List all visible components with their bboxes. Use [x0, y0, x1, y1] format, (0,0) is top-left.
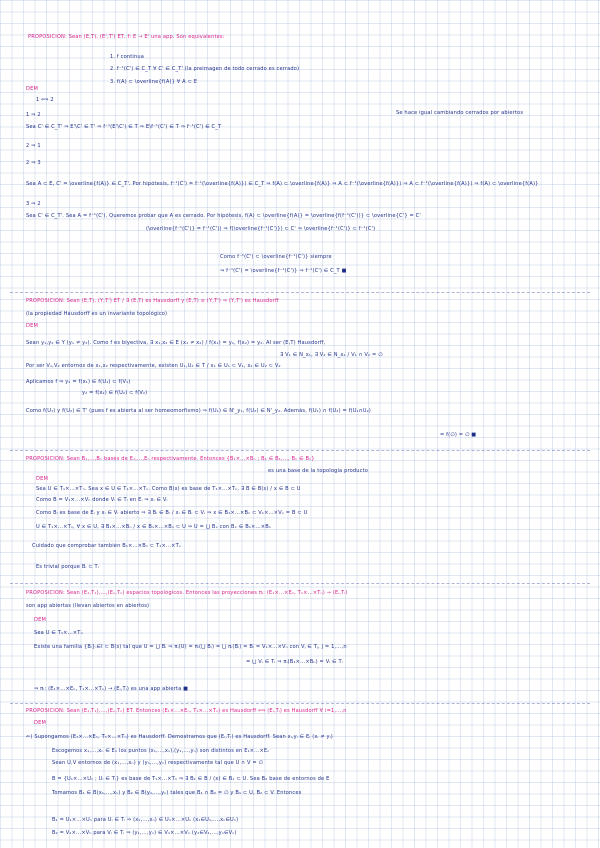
text-line: y₂ = f(x₂) ∈ f(U₂) ⊂ f(V₂) — [82, 390, 148, 396]
text-line: Es trivial porque Bᵢ ⊂ Tᵢ — [36, 564, 99, 570]
text-line: = ⋃ Vᵢ ∈ Tᵢ ⇒ πᵢ(B₁×...×Bₙ) = Vᵢ ∈ Tᵢ — [246, 659, 343, 665]
text-line: Sea A ⊂ E, C' = \overline{f(A)} ∈ C_T'. Por hipótesis, f⁻¹(C') = f⁻¹(\overline{f(A)}) ∈ C_T ⇒ f(A) ⊂ \overline{f(A)} ⇒ A ⊂ f⁻¹(\overline{f(A)}) ⇒ Ā ⊂ f⁻¹(\overline{f(A)}) ⇒ f(Ā) ⊂ \overline{f(A)} — [26, 181, 539, 187]
text-line: B₂ = V₁×...×Vₙ para Vᵢ ∈ Tᵢ ⇒ (y₁,...,yₙ) ∈ V₁×...×Vₙ (y₁∈V₁,...,yₙ∈Vₙ) — [52, 830, 237, 836]
text-line: Sea U ∈ T₁×...×Tₙ — [34, 630, 83, 636]
text-line: Sea U ∈ T₁×...×Tₙ. Sea x ∈ U ∈ T₁×...×Tₙ. Como B(s) es base de T₁×...×Tₙ, ∃ B ∈ B(s) / x ∈ B ⊂ U — [36, 486, 301, 492]
heading-line: PROPOSICIÓN: Sean (E,T), (Y,T') ET / ∃ (E,T) es Hausdorff y (E,T) ≅ (Y,T') ⇒ (Y,T') es Hausdorff — [26, 298, 279, 304]
text-line: Como Bᵢ es base de Eᵢ y xᵢ ∈ Vᵢ abierto ⇒ ∃ Bᵢ ∈ Bᵢ / xᵢ ∈ Bᵢ ⊂ Vᵢ ⇒ x ∈ B₁×...×Bₙ ⊂ V₁×...×Vₙ = B ⊂ U — [36, 510, 308, 516]
text-line: 1 ⇒ 2 — [26, 112, 41, 118]
text-line: 2 ⇒ 3 — [26, 160, 41, 166]
text-line: Por ser V₁,V₂ entornos de x₁,x₂ respectivamente, existen U₁,U₂ ∈ T / x₁ ∈ U₁ ⊂ V₁, x₂ ∈ U₂ ⊂ V₂ — [26, 363, 281, 369]
heading-line: DEM — [26, 86, 38, 92]
text-line: 3 ⇒ 2 — [26, 201, 41, 207]
section-divider — [10, 583, 590, 584]
heading-line: DEM — [26, 323, 38, 329]
text-line: (\overline{f⁻¹(C')} = f⁻¹(C')) ⇒ f(\overline{f⁻¹(C')}) ⊂ C' ⇒ \overline{f⁻¹(C')} ⊂ f⁻¹(C') — [146, 226, 376, 232]
text-line: Aplicamos f ⇒ y₁ = f(x₁) ∈ f(U₁) ⊂ f(V₁) — [26, 379, 131, 385]
text-line: Sea C' ∈ C_T'. Sea A = f⁻¹(C'). Queremos probar que A es cerrado. Por hipótesis, f(Ā) ⊂ \overline{f(A)} = \overline{f(f⁻¹(C'))} ⊂ \overline{C'} = C' — [26, 213, 421, 219]
heading-line: PROPOSICIÓN: Sean (E₁,T₁),...,(Eₙ,Tₙ) ET. Entonces (E₁×...×Eₙ, T₁×...×Tₙ) es Hausdorff ⟺ (Eᵢ,Tᵢ) es Hausdorff ∀ i=1,...,n — [26, 708, 347, 714]
text-line: Como f(U₁) y f(U₂) ∈ T' (pues f es abierta al ser homeomorfismo) ⇒ f(U₁) ∈ N'_y₁, f(U₂) ∈ N'_y₂. Además, f(U₁) ∩ f(U₂) = f(U₁∩U₂) — [26, 408, 371, 414]
heading-line: DEM — [34, 720, 46, 726]
text-line: Escogemos x₁,...,xₙ ∈ E₁ los puntos (x₁,...,xₙ),(y₁,...,yₙ) son distintos en E₁×...×Eₙ — [52, 748, 270, 754]
text-line: B = {U₁×...×Uₙ ; Uᵢ ∈ Tᵢ} es base de T₁×...×Tₙ ⇒ ∃ B₁ ∈ B / (x) ∈ B₁ ⊂ U. Sea B₂ base de entornos de E — [52, 776, 330, 782]
text-line: ⇐) Supongamos (E₁×...×Eₙ, T₁×...×Tₙ) es Hausdorff. Demostramos que (Eᵢ,Tᵢ) es Hausdorff. Sean xᵢ,yᵢ ∈ Eᵢ (xᵢ ≠ yᵢ) — [26, 734, 333, 740]
text-line: (la propiedad Hausdorff es un invariante topológico) — [26, 311, 168, 317]
text-line: Se hace igual cambiando cerrados por abiertos — [396, 110, 524, 116]
text-line: Sean U,V entornos de (x₁,...,xₙ) y (y₁,...,yₙ) respectivamente tal que U ∩ V = ∅ — [52, 760, 264, 766]
text-line: B₁ = U₁×...×Uₙ para Uᵢ ∈ Tᵢ ⇒ (x₁,...,xₙ) ∈ U₁×...×Uₙ (x₁∈U₁,...,xₙ∈Uₙ) — [52, 817, 239, 823]
text-line: Cuidado que comprobar también B₁×...×Bₙ ⊂ T₁×...×Tₙ — [32, 543, 182, 549]
heading-line: PROPOSICIÓN: Sean (E₁,T₁),...,(Eₙ,Tₙ) espacios topológicos. Entonces las proyecciones πᵢ: (E₁×...×Eₙ, T₁×...×Tₙ) → (Eᵢ,Tᵢ) — [26, 590, 348, 596]
section-divider — [10, 450, 590, 451]
section-divider — [10, 292, 590, 293]
heading-line: DEM — [34, 617, 46, 623]
text-line: es una base de la topología producto — [268, 468, 368, 474]
text-line: son app abiertas (llevan abiertos en abiertos) — [26, 603, 150, 609]
text-line: ⇒ πᵢ: (E₁×...×Eₙ, T₁×...×Tₙ) → (Eᵢ,Tᵢ) es una app abierta ■ — [34, 686, 189, 692]
heading-line: PROPOSICIÓN: Sean B₁,...,Bₙ bases de E₁,...,Eₙ respectivamente. Entonces {B₁×...×Bₙ ; B₁ ∈ B₁,..., Bₙ ∈ Bₙ} — [26, 456, 315, 462]
text-line: Tomamos B₁ ∈ B(x₁,...,xₙ) y B₂ ∈ B(y₁,...,yₙ) tales que B₁ ∩ B₂ = ∅ y B₁ ⊂ U, B₂ ⊂ V. Entonces — [52, 790, 302, 796]
text-line: Como B = V₁×...×Vₙ donde Vᵢ ∈ Tᵢ en Eᵢ ⇒ xᵢ ∈ Vᵢ — [36, 497, 168, 503]
heading-line: DEM — [36, 476, 48, 482]
text-line: ∃ V₁ ∈ N_x₁, ∃ V₂ ∈ N_x₂ / V₁ ∩ V₂ = ∅ — [280, 352, 383, 358]
heading-line: PROPOSICIÓN: Sean (E,T), (E',T') ET, f: E → E' una app. Son equivalentes: — [28, 34, 225, 40]
text-line: 2 ⇒ 1 — [26, 143, 41, 149]
text-line: 1. f continua — [110, 54, 144, 60]
text-line: Existe una familia {Bᵢ}ᵢ∈I ⊂ B(s) tal que U = ⋃ Bᵢ ⇒ πᵢ(U) = πᵢ(⋃ Bᵢ) = ⋃ πᵢ(Bᵢ) = Bᵢ = V₁×...×Vₙ con Vⱼ ∈ Tⱼ, j = 1,...,n — [34, 644, 347, 650]
text-line: Sea C' ∈ C_T' ⇒ E'\C' ∈ T' ⇒ f⁻¹(E'\C') ∈ T ⇒ E\f⁻¹(C') ∈ T ⇒ f⁻¹(C') ∈ C_T — [26, 124, 222, 130]
text-line: U ∈ T₁×...×Tₙ, ∀ x ∈ U, ∃ B₁×...×Bₙ / x ∈ B₁×...×Bₙ ⊂ U ⇒ U = ⋃ Bₓ con Bₓ ∈ B₁×...×Bₙ — [36, 524, 272, 530]
text-line: 2. f⁻¹(C') ∈ C_T ∀ C' ∈ C_T' (la preimagen de todo cerrado es cerrado) — [110, 66, 300, 72]
text-line: = f(∅) = ∅ ■ — [440, 432, 477, 438]
text-line: 1 ⟺ 2 — [36, 97, 54, 103]
section-divider — [10, 703, 590, 704]
text-line: Sean y₁,y₂ ∈ Y (y₁ ≠ y₂). Como f es biyectiva, ∃ x₁,x₂ ∈ E (x₁ ≠ x₂) / f(x₁) = y₁, f(x₂) = y₂. Al ser (E,T) Hausdorff, — [26, 340, 326, 346]
text-line: ⇒ f⁻¹(C') = \overline{f⁻¹(C')} ⇒ f⁻¹(C') ∈ C_T ■ — [220, 268, 347, 274]
text-line: Como f⁻¹(C') ⊂ \overline{f⁻¹(C')} siempre — [220, 254, 332, 260]
text-line: 3. f(Ā) ⊂ \overline{f(A)} ∀ A ⊂ E — [110, 79, 198, 85]
